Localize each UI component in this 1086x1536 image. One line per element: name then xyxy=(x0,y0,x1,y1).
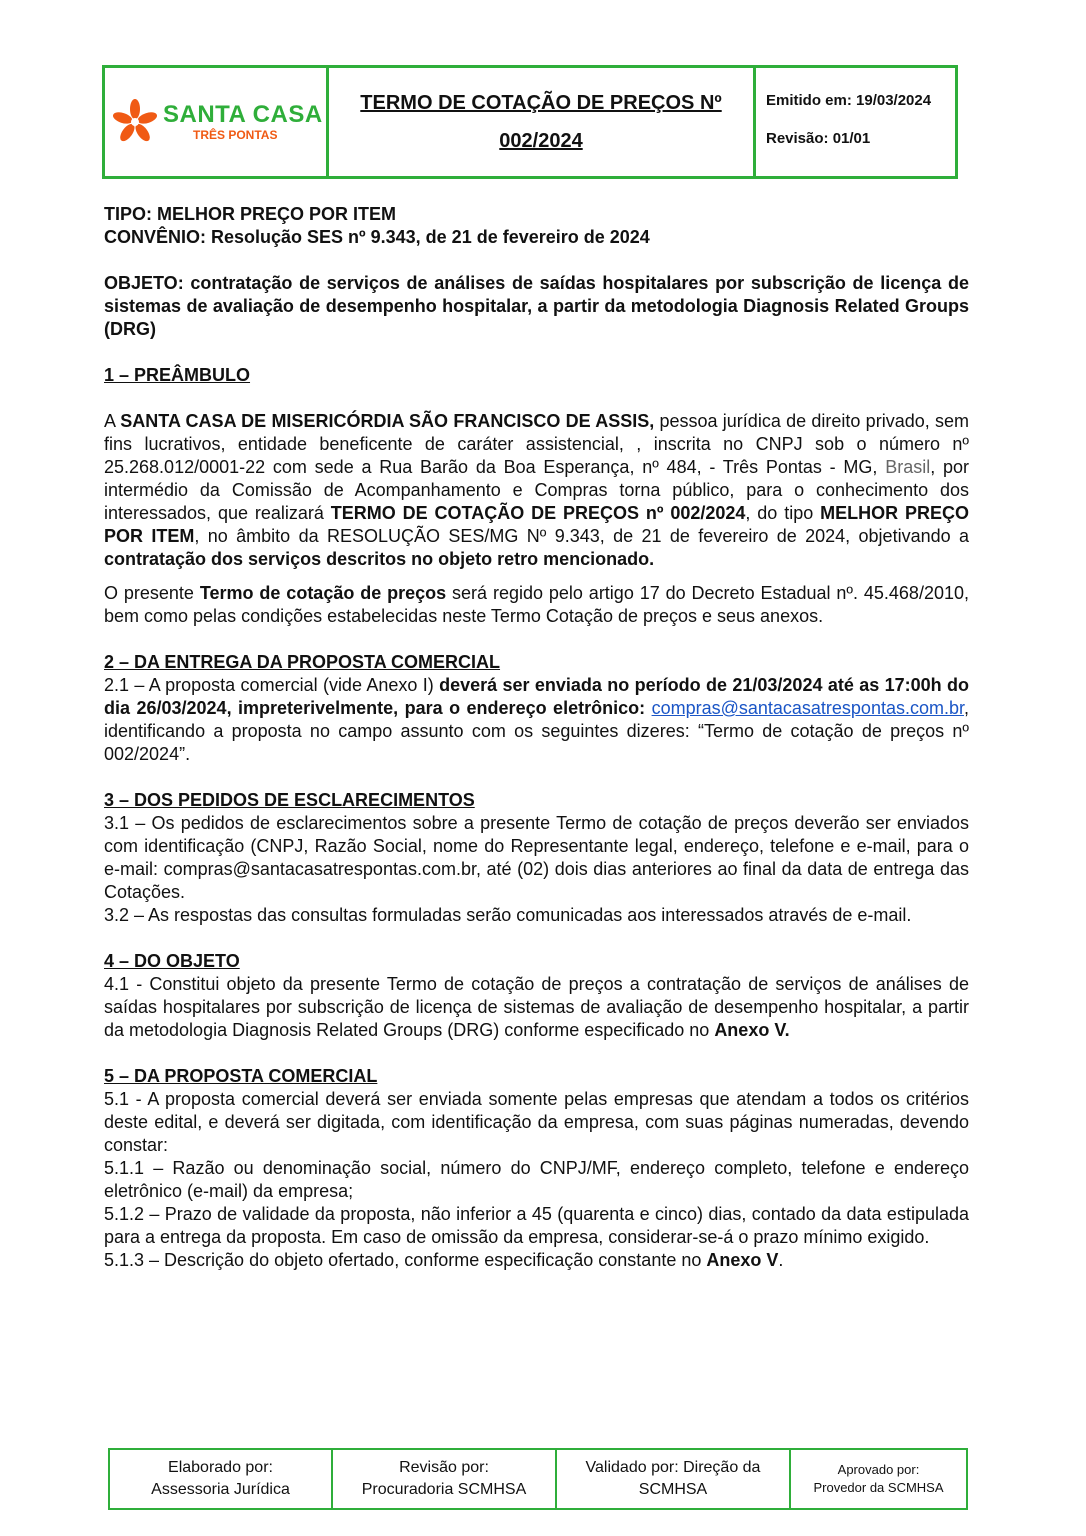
revision-number: Revisão: 01/01 xyxy=(766,130,871,147)
tipo-line: TIPO: MELHOR PREÇO POR ITEM xyxy=(104,204,397,224)
logo xyxy=(105,68,329,176)
document-title xyxy=(329,68,756,176)
section-5-heading: 5 – DA PROPOSTA COMERCIAL xyxy=(104,1066,378,1086)
preambulo-paragraph: A SANTA CASA DE MISERICÓRDIA SÃO FRANCISCO DE ASSIS, pessoa jurídica de direito privado, sem fins lucrativos, entidade beneficente de caráter assistencial, , inscrita no CNPJ sob o número nº 25.268.012/0001-22 com sede a Rua Barão da Boa Esperança, nº 484, - Três Pontas - MG, Brasil, por intermédio da Comissão de Acompanhamento e Compras torna público, para o conhecimento dos interessados, que realizará TERMO DE COTAÇÃO DE PREÇOS nº 002/2024, do tipo MELHOR PREÇO POR ITEM, no âmbito da RESOLUÇÃO SES/MG Nº 9.343, de 21 de fevereiro de 2024, objetivando a contratação dos serviços descritos no objeto retro mencionado. xyxy=(104,411,969,569)
document-body xyxy=(104,203,969,1272)
footer-approved-by: Aprovado por: Provedor da SCMHSA xyxy=(813,1462,944,1495)
document-header xyxy=(102,65,958,179)
email-link[interactable]: compras@santacasatrespontas.com.br xyxy=(651,698,964,718)
logo-name: SANTA CASA xyxy=(163,101,323,128)
proposal-paragraph-1: 5.1 - A proposta comercial deverá ser enviada somente pelas empresas que atendam a todos os critérios deste edital, e deverá ser digitada, com identificação da empresa, com suas páginas numeradas, devendo constar: xyxy=(104,1089,969,1155)
regime-paragraph: O presente Termo de cotação de preços será regido pelo artigo 17 do Decreto Estadual nº. 45.468/2010, bem como pelas condições estabelecidas neste Termo Cotação de preços e seus anexos. xyxy=(104,583,969,626)
document-footer xyxy=(108,1448,968,1510)
section-2-heading: 2 – DA ENTREGA DA PROPOSTA COMERCIAL xyxy=(104,652,501,672)
flower-logo-icon xyxy=(111,98,159,146)
proposal-paragraph-2: 5.1.1 – Razão ou denominação social, número do CNPJ/MF, endereço completo, telefone e endereço eletrônico (e-mail) da empresa; xyxy=(104,1158,969,1201)
footer-validated-by: Validado por: Direção da SCMHSA xyxy=(557,1450,791,1508)
clarification-paragraph-1: 3.1 – Os pedidos de esclarecimentos sobre a presente Termo de cotação de preços deverão ser enviados com identificação (CNPJ, Razão Social, nome do Representante legal, endereço, telefone e e-mail, para o e-mail: compras@santacasatrespontas.com.br, até (02) dois dias anteriores ao final da data de entrega das Cotações. xyxy=(104,813,969,902)
footer-prepared-by: Elaborado por: Assessoria Jurídica xyxy=(110,1450,333,1508)
title-line-2: 002/2024 xyxy=(499,130,583,152)
section-4-heading: 4 – DO OBJETO xyxy=(104,951,240,971)
convenio-line: CONVÊNIO: Resolução SES nº 9.343, de 21 de fevereiro de 2024 xyxy=(104,227,650,247)
title-line-1: TERMO DE COTAÇÃO DE PREÇOS Nº xyxy=(360,92,722,114)
clarification-paragraph-2: 3.2 – As respostas das consultas formuladas serão comunicadas aos interessados através de e-mail. xyxy=(104,905,912,925)
delivery-paragraph: 2.1 – A proposta comercial (vide Anexo I) deverá ser enviada no período de 21/03/2024 até as 17:00h do dia 26/03/2024, impreterivelmente, para o endereço eletrônico: compras@santacasatrespontas.com.br, identificando a proposta no campo assunto com os seguintes dizeres: “Termo de cotação de preços nº 002/2024”. xyxy=(104,675,969,764)
object-paragraph: 4.1 - Constitui objeto da presente Termo de cotação de preços a contratação de serviços de análises de saídas hospitalares por subscrição de licença de sistemas de avaliação de desempenho hospitalar, a partir da metodologia Diagnosis Related Groups (DRG) conforme especificado no Anexo V. xyxy=(104,974,969,1040)
document-meta xyxy=(756,68,955,176)
emitted-date: Emitido em: 19/03/2024 xyxy=(766,92,932,109)
section-1-heading: 1 – PREÂMBULO xyxy=(104,365,251,385)
logo-subtitle: TRÊS PONTAS xyxy=(193,128,278,142)
proposal-paragraph-3: 5.1.2 – Prazo de validade da proposta, não inferior a 45 (quarenta e cinco) dias, contado da data estipulada para a entrega da proposta. Em caso de omissão da empresa, considerar-se-á o prazo mínimo exigido. xyxy=(104,1204,969,1247)
proposal-paragraph-4: 5.1.3 – Descrição do objeto ofertado, conforme especificação constante no Anexo V. xyxy=(104,1250,784,1270)
objeto-paragraph: OBJETO: contratação de serviços de análises de saídas hospitalares por subscrição de licença de sistemas de avaliação de desempenho hospitalar, a partir da metodologia Diagnosis Related Groups (DRG) xyxy=(104,273,969,339)
footer-reviewed-by: Revisão por: Procuradoria SCMHSA xyxy=(333,1450,557,1508)
section-3-heading: 3 – DOS PEDIDOS DE ESCLARECIMENTOS xyxy=(104,790,475,810)
